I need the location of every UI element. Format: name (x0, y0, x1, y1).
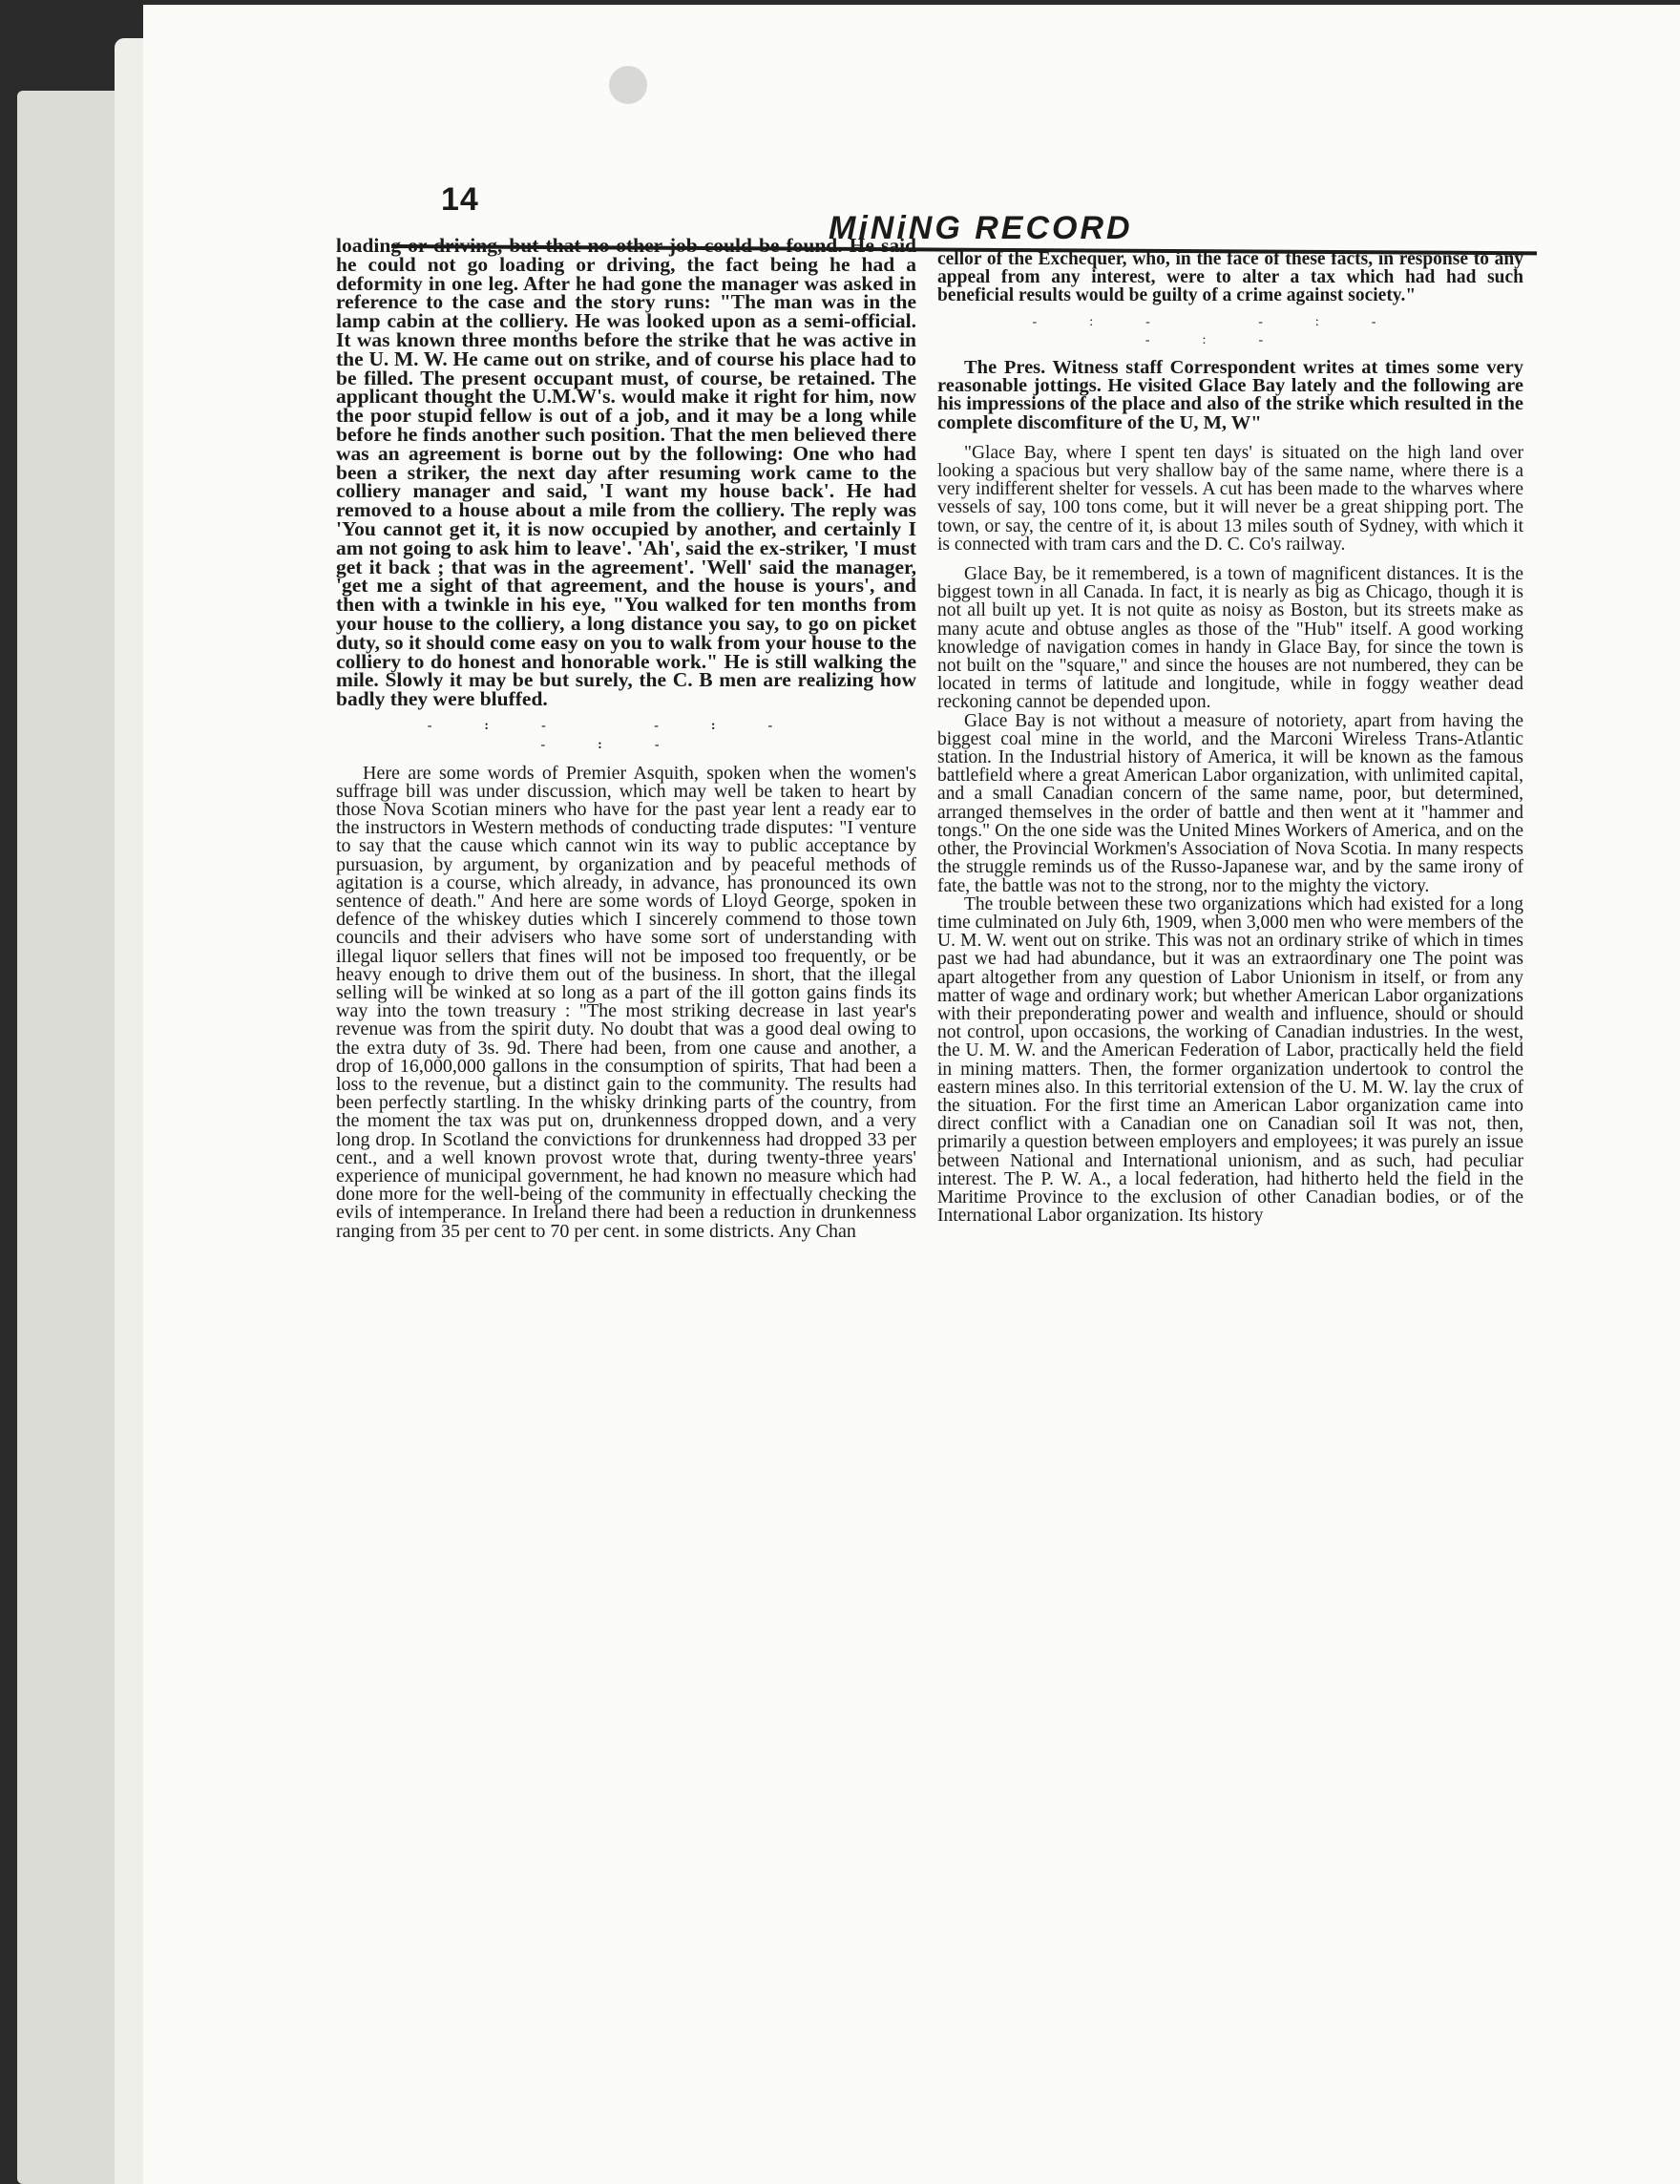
page-number: 14 (441, 181, 479, 218)
right-paragraph-6: The trouble between these two organizations which had existed for a long time culminated on July 6th, 1909, when 3,000 men who were members of the U. M. W. went out on strike. This was not an ordinary strike of which in times past we had had abundance, but it was an extraordinary one The point was apart altogether from any question of Labor Unionism in itself, or from any matter of wage and ordinary work; but whether American Labor organizations with their preponderating power and wealth and influence, should or should not control, upon occasions, the working of Canadian industries. In the west, the U. M. W. and the American Federation of Labor, practically held the field in mining matters. Then, the former organization undertook to control the eastern mines also. In this territorial extension of the U. M. W. lay the crux of the situation. For the first time an American Labor organization came into direct conflict with a Canadian one on Canadian soil It was not, then, primarily a question between employers and employees; it was purely an issue between National and International unionism, and as such, had peculiar interest. The P. W. A., a local federation, had hitherto held the field in the Maritime Province to the exclusion of other Canadian bodies, or of the International Labor organization. Its history (937, 893, 1523, 1227)
binder-hole (609, 66, 647, 104)
left-paragraph-2: Here are some words of Premier Asquith, spoken when the women's suffrage bill was under discussion, which may well be taken to heart by those Nova Scotian miners who have for the past year lent a ready ear to the instructors in Western methods of conducting trade disputes: "I venture to say that the cause which cannot win its way to public acceptance by pursuasion, by argument, by organization and by peaceful methods of agitation is a course, which already, in advance, has pronounced its own sentence of death." And here are some words of Lloyd George, spoken in defence of the whiskey duties which I sincerely commend to those town councils and their advisers who have some sort of understanding with illegal liquor sellers that fines will not be imposed too frequently, or be heavy enough to drive them out of the business. In short, that the illegal selling will be winked at so long as a part of the ill gotton gains finds its way into the town treasury : "The most striking decrease in last year's revenue was from the spirit duty. No doubt that was a good deal owing to the extra duty of 3s. 9d. There had been, from one cause and another, a drop of 16,000,000 gallons in the consumption of spirits, That had been a loss to the revenue, but a distinct gain to the community. The results had been perfectly startling. In the whisky drinking parts of the country, from the moment the tax was put on, drunkenness dropped down, and a very long drop. In Scotland the convictions for drunkenness had dropped 33 per cent., and a well known provost wrote that, during twenty-three years' experience of municipal government, he had known no measure which had done more for the well-being of the community in effectually checking the evils of intemperance. In Ireland there had been a reduction in drunkenness ranging from 35 per cent to 70 per cent. in some districts. Any Chan (336, 762, 916, 1242)
right-paragraph-1: cellor of the Exchequer, who, in the face of these facts, in response to any appeal from any interest, were to alter a tax which had had such beneficial results would be guilty of a crime against society." (937, 249, 1523, 306)
right-paragraph-5: Glace Bay is not without a measure of notoriety, apart from having the biggest coal mine in the world, and the Marconi Wireless Trans-Atlantic station. In the Industrial history of America, it will be known as the famous battlefield where a great American Labor organization, with unlimited capital, and a small Canadian concern of the same name, poor, but determined, arranged themselves in the order of battle and then went at it "hammer and tongs." On the one side was the United Mines Workers of America, and on the other, the Provincial Workmen's Association of Nova Scotia. In many respects the struggle reminds us of the Russo-Japanese war, and by the same irony of fate, the battle was not to the strong, nor to the mighty the victory. (937, 710, 1523, 896)
right-paragraph-3: "Glace Bay, where I spent ten days' is situated on the high land over looking a spacious but very shallow bay of the same name, where there is a very indifferent shelter for vessels. A cut has been made to the wharves where vessels of say, 100 tons come, but it will never be a great shipping port. The town, or say, the centre of it, is about 13 miles south of Sydney, with which it is connected with tram cars and the D. C. Co's railway. (937, 442, 1523, 555)
section-separator: -:- -:- -:- (1032, 314, 1429, 347)
right-paragraph-2: The Pres. Witness staff Correspondent writes at times some very reasonable jottings. He visited Glace Bay lately and the following are his impressions of the place and also of the strike which resulted in the complete discomfiture of the U, M, W" (937, 357, 1523, 433)
right-column (937, 250, 1523, 1225)
masthead-title: MiNiNG RECORD (829, 210, 1133, 246)
section-separator: -:- -:- -:- (427, 718, 826, 752)
right-paragraph-4: Glace Bay, be it remembered, is a town of magnificent distances. It is the biggest town in all Canada. In fact, it is nearly as big as Chicago, though it is not all built up yet. It is not quite as noisy as Boston, but its streets make as many acute and obtuse angles as those of the "Hub" itself. A good working knowledge of navigation comes in handy in Glace Bay, for since the town is not built on the "square," and since the houses are not numbered, they can be located in terms of latitude and longitude, while in foggy weather dead reckoning cannot be depended upon. (937, 564, 1523, 713)
left-paragraph-1: loading or driving, but that no other job could be found. He said he could not go loading or driving, the fact being he had a deformity in one leg. After he had gone the manager was asked in reference to the case and the story runs: "The man was in the lamp cabin at the colliery. He was looked upon as a semi-official. It was known three months before the strike that he was active in the U. M. W. He came out on strike, and of course his place had to be filled. The present occupant must, of course, be retained. The applicant thought the U.M.W's. would make it right for him, now the poor stupid fellow is out of a job, and it may be a long while before he finds another such position. That the men believed there was an agreement is borne out by the following: One who had been a striker, the next day after resuming work came to the colliery manager and said, 'I want my house back'. He had removed to a house about a mile from the colliery. The reply was 'You cannot get it, it is now occupied by another, and certainly I am not going to ask him to leave'. 'Ah', said the ex-striker, 'I must get it back ; that was in the agreement'. 'Well' said the manager, 'get me a sight of that agreement, and the house is yours', and then with a twinkle in his eye, "You walked for ten months from your house to the colliery, a long distance you say, to go on picket duty, so it should come easy on you to walk from your house to the colliery to do honest and honorable work." He is still walking the mile. Slowly it may be but surely, the C. B men are realizing how badly they were bluffed. (336, 234, 916, 711)
left-column (336, 234, 916, 1242)
